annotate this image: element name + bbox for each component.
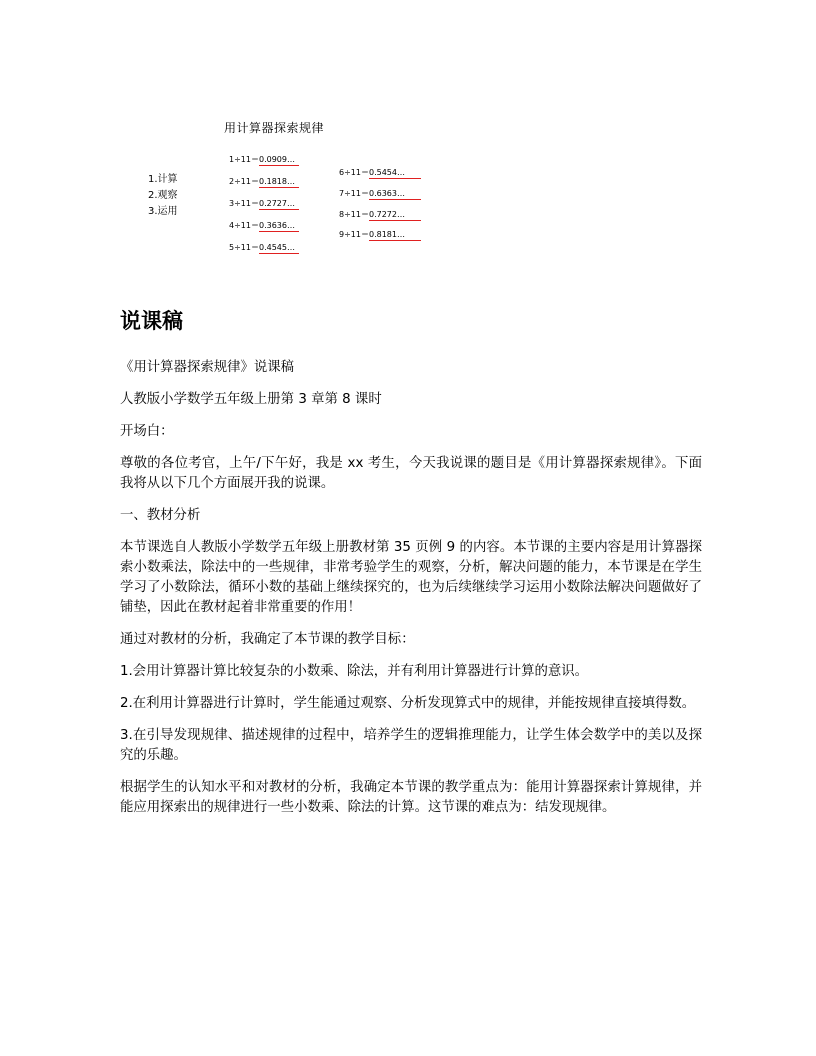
equation-expr: 3÷11＝ [229, 199, 259, 208]
equation-result: 0.1818… [259, 177, 299, 188]
slide-title: 用计算器探索规律 [224, 121, 325, 135]
equation-result: 0.0909… [259, 155, 299, 166]
equation-right-8 [339, 209, 421, 221]
equation-left-2 [229, 176, 299, 188]
opening-paragraph: 尊敬的各位考官，上午/下午好，我是 xx 考生，今天我说课的题目是《用计算器探索规律》。下面我将从以下几个方面展开我的说课。 [120, 456, 702, 491]
teaching-goals-intro: 通过对教材的分析，我确定了本节课的教学目标： [120, 632, 415, 647]
equation-result: 0.7272… [369, 210, 421, 221]
equation-expr: 4÷11＝ [229, 221, 259, 230]
document-heading: 说课稿 [120, 309, 183, 333]
equation-expr: 1÷11＝ [229, 155, 259, 164]
slide-step: 1.计算 [148, 174, 178, 185]
equation-expr: 2÷11＝ [229, 177, 259, 186]
teaching-goal-2: 2.在利用计算器进行计算时，学生能通过观察、分析发现算式中的规律，并能按规律直接填得数。 [120, 696, 696, 711]
slide-steps-list [148, 172, 178, 220]
equation-left-1 [229, 154, 299, 166]
equation-right-9 [339, 229, 421, 241]
equation-left-5 [229, 242, 299, 254]
doc-title-line: 《用计算器探索规律》说课稿 [120, 360, 295, 375]
equation-left-3 [229, 198, 299, 210]
document-body [120, 306, 702, 830]
opening-label: 开场白： [120, 424, 174, 439]
section-heading-material-analysis: 一、教材分析 [120, 508, 201, 523]
equation-expr: 8÷11＝ [339, 210, 369, 219]
equation-right-7 [339, 188, 421, 200]
slide-step: 2.观察 [148, 190, 178, 201]
equation-expr: 6÷11＝ [339, 168, 369, 177]
key-points-paragraph: 根据学生的认知水平和对教材的分析，我确定本节课的教学重点为：能用计算器探索计算规律，并能应用探索出的规律进行一些小数乘、除法的计算。这节课的难点为：结发现规律。 [120, 780, 702, 815]
equation-expr: 5÷11＝ [229, 243, 259, 252]
equation-result: 0.3636… [259, 221, 299, 232]
lesson-slide-image [0, 0, 816, 270]
slide-step: 3.运用 [148, 206, 178, 217]
equation-result: 0.2727… [259, 199, 299, 210]
equation-left-4 [229, 220, 299, 232]
equation-result: 0.5454… [369, 168, 421, 179]
textbook-info: 人教版小学数学五年级上册第 3 章第 8 课时 [120, 392, 382, 407]
equation-right-6 [339, 167, 421, 179]
equation-expr: 9÷11＝ [339, 230, 369, 239]
teaching-goal-1: 1.会用计算器计算比较复杂的小数乘、除法，并有利用计算器进行计算的意识。 [120, 664, 589, 679]
material-analysis-paragraph: 本节课选自人教版小学数学五年级上册教材第 35 页例 9 的内容。本节课的主要内容是用计算器探索小数乘法，除法中的一些规律，非常考验学生的观察，分析，解决问题的能力，本节课是在学生学习了小数除法，循环小数的基础上继续探究的，也为后续继续学习运用小数除法解决问题做好了铺垫，因此在教材起着非常重要的作用！ [120, 540, 702, 615]
equation-result: 0.8181… [369, 230, 421, 241]
teaching-goal-3: 3.在引导发现规律、描述规律的过程中，培养学生的逻辑推理能力，让学生体会数学中的美以及探究的乐趣。 [120, 728, 702, 763]
equation-result: 0.4545… [259, 243, 299, 254]
equation-result: 0.6363… [369, 189, 421, 200]
equation-expr: 7÷11＝ [339, 189, 369, 198]
